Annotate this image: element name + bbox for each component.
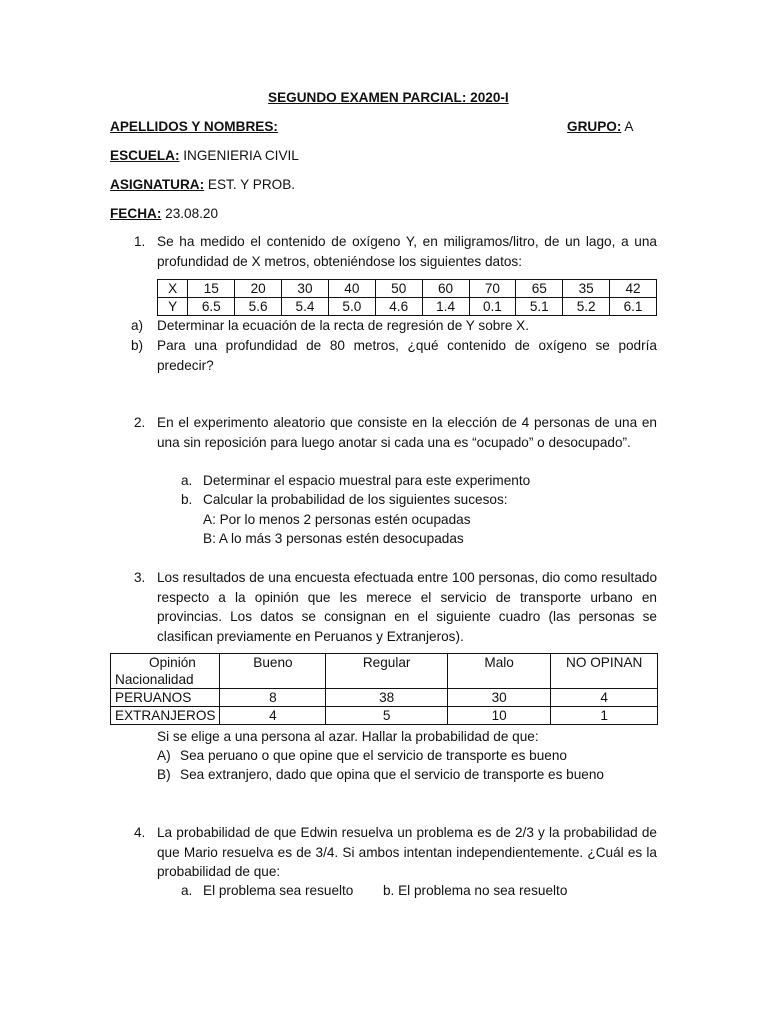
q2-text: En el experimento aleatorio que consiste en la elección de 4 personas de una en una sin reposición para luego anotar si cada una es “ocupado” o desocupado”. — [157, 415, 657, 450]
q1-y-cell: 5.6 — [235, 298, 282, 316]
q4-text: La probabilidad de que Edwin resuelva un problema es de 2/3 y la probabilidad de que Mario resuelva es de 3/4. Si ambos intentan independientemente. ¿Cuál es la probabilidad de que: — [157, 825, 657, 879]
q1-a-label: a) — [131, 318, 144, 333]
q2-a-text: Determinar el espacio muestral para este experimento — [203, 473, 531, 488]
q3-a-text: Sea peruano o que opine que el servicio de transporte es bueno — [180, 748, 567, 763]
q3-text: Los resultados de una encuesta efectuada entre 100 personas, dio como resultado respecto a la opinión que les merece el servicio de transporte urbano en provincias. Los datos se consignan en el siguiente cuadro (las personas se clasifican previamente en Peruanos y Extranjeros). — [157, 570, 657, 644]
escuela-field — [110, 146, 299, 165]
asignatura-field — [110, 175, 295, 194]
q3-header-cell: Regular — [326, 654, 448, 689]
q4-a-label: a. — [181, 883, 193, 898]
q1-y-cell: 5.4 — [282, 298, 329, 316]
q1-data-table — [157, 279, 657, 316]
q1-x-label: X — [158, 280, 188, 298]
fecha-field — [110, 204, 218, 223]
q3-cell: 10 — [447, 707, 551, 725]
asignatura-value: EST. Y PROB. — [207, 177, 296, 192]
grupo-value: A — [624, 119, 634, 134]
q2-number: 2. — [134, 415, 146, 430]
q4-a-text: El problema sea resuelto — [203, 883, 354, 898]
q2-b-text: Calcular la probabilidad de los siguientes sucesos: — [203, 492, 508, 507]
q1-x-cell: 35 — [563, 280, 610, 298]
fecha-label: FECHA: — [110, 206, 162, 221]
q3-row-label: PERUANOS — [111, 689, 220, 707]
grupo-field — [567, 117, 633, 136]
q1-x-cell: 42 — [610, 280, 657, 298]
q4-number: 4. — [134, 825, 146, 840]
q3-corner-nacionalidad: Nacionalidad — [115, 672, 194, 687]
q1-x-cell: 15 — [188, 280, 235, 298]
q3-corner-cell — [111, 654, 220, 689]
q1-y-cell: 5.2 — [563, 298, 610, 316]
q3-header-cell: Malo — [447, 654, 551, 689]
q1-y-cell: 5.1 — [516, 298, 563, 316]
q3-survey-table — [110, 653, 658, 725]
q2-a-label: a. — [181, 473, 193, 488]
q1-row-x — [158, 280, 657, 298]
q1-row-y — [158, 298, 657, 316]
q1-y-cell: 6.5 — [188, 298, 235, 316]
q3-header-cell: NO OPINAN — [551, 654, 658, 689]
q1-x-cell: 20 — [235, 280, 282, 298]
q3-corner-opinion: Opinión — [149, 655, 196, 670]
q1-y-cell: 4.6 — [375, 298, 422, 316]
q2-b-label: b. — [181, 492, 193, 507]
q4-b-text: b. El problema no sea resuelto — [383, 883, 568, 898]
q1-number: 1. — [134, 234, 146, 249]
q3-row-label: EXTRANJEROS — [111, 707, 220, 725]
q1-b-text: Para una profundidad de 80 metros, ¿qué contenido de oxígeno se podría predecir? — [157, 338, 657, 373]
q3-a-label: A) — [157, 748, 171, 763]
escuela-value: INGENIERIA CIVIL — [183, 148, 299, 163]
q1-x-cell: 65 — [516, 280, 563, 298]
q1-y-cell: 6.1 — [610, 298, 657, 316]
q2-event-b: B: A lo más 3 personas estén desocupadas — [203, 531, 464, 546]
q3-cell: 1 — [551, 707, 658, 725]
q1-x-cell: 70 — [469, 280, 516, 298]
q3-b-text: Sea extranjero, dado que opina que el servicio de transporte es bueno — [180, 767, 604, 782]
q3-cell: 8 — [220, 689, 326, 707]
q1-y-label: Y — [158, 298, 188, 316]
q1-y-cell: 0.1 — [469, 298, 516, 316]
q1-b-label: b) — [131, 338, 144, 353]
q1-y-cell: 5.0 — [328, 298, 375, 316]
grupo-label: GRUPO: — [567, 119, 622, 134]
q3-row-extranjeros — [111, 707, 658, 725]
q1-x-cell: 30 — [282, 280, 329, 298]
q3-cell: 30 — [447, 689, 551, 707]
q3-prompt: Si se elige a una persona al azar. Hallar la probabilidad de que: — [157, 729, 539, 744]
q1-x-cell: 50 — [375, 280, 422, 298]
q3-cell: 38 — [326, 689, 448, 707]
q3-header-cell: Bueno — [220, 654, 326, 689]
q1-x-cell: 60 — [422, 280, 469, 298]
nombres-label: APELLIDOS Y NOMBRES: — [110, 119, 278, 134]
q1-x-cell: 40 — [328, 280, 375, 298]
q3-header-row — [111, 654, 658, 689]
escuela-label: ESCUELA: — [110, 148, 180, 163]
q1-a-text: Determinar la ecuación de la recta de regresión de Y sobre X. — [157, 318, 530, 333]
fecha-value: 23.08.20 — [165, 206, 219, 221]
asignatura-label: ASIGNATURA: — [110, 177, 205, 192]
exam-title: SEGUNDO EXAMEN PARCIAL: 2020-I — [268, 90, 509, 105]
q1-text: Se ha medido el contenido de oxígeno Y, en miligramos/litro, de un lago, a una profundidad de X metros, obteniéndose los siguientes datos: — [157, 234, 657, 269]
q3-cell: 4 — [220, 707, 326, 725]
q3-b-label: B) — [157, 767, 171, 782]
q3-row-peruanos — [111, 689, 658, 707]
q2-event-a: A: Por lo menos 2 personas estén ocupadas — [203, 512, 471, 527]
q3-number: 3. — [134, 570, 146, 585]
q3-cell: 5 — [326, 707, 448, 725]
q1-y-cell: 1.4 — [422, 298, 469, 316]
q3-cell: 4 — [551, 689, 658, 707]
